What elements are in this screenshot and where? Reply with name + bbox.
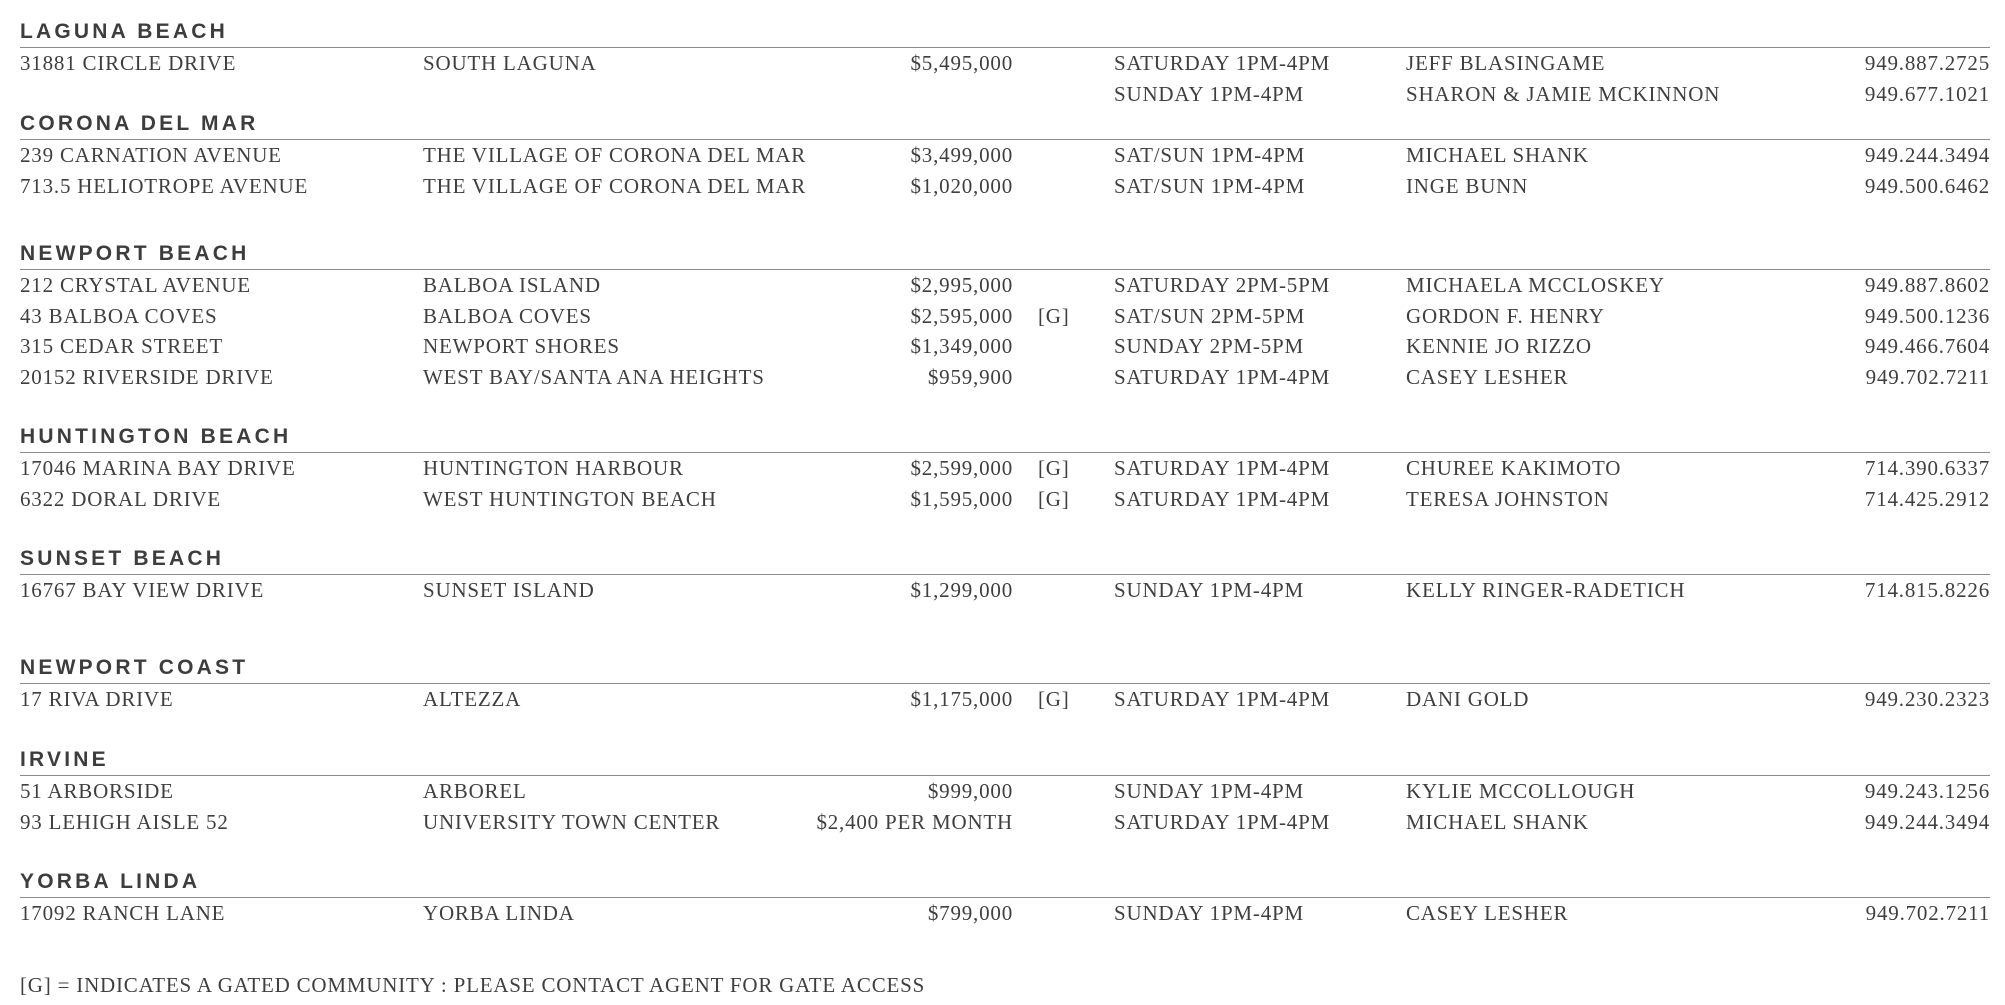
open-house-time: SAT/SUN 1PM-4PM xyxy=(1114,173,1306,198)
listing-address: 51 ARBORSIDE xyxy=(20,779,174,803)
agent-phone: 949.244.3494 xyxy=(1864,809,1990,834)
open-house-time: SATURDAY 2PM-5PM xyxy=(1114,273,1331,297)
listing-address: 31881 CIRCLE DRIVE xyxy=(20,51,237,75)
open-house-time: SATURDAY 1PM-4PM xyxy=(1114,456,1331,480)
agent-name: KELLY RINGER-RADETICH xyxy=(1406,578,1686,602)
listing-price: $1,595,000 xyxy=(910,486,1013,511)
open-house-time: SATURDAY 1PM-4PM xyxy=(1114,687,1331,711)
listing-price: $1,175,000 xyxy=(910,687,1013,711)
open-house-time: SUNDAY 1PM-4PM xyxy=(1114,81,1304,106)
listing-address: 713.5 HELIOTROPE AVENUE xyxy=(20,173,309,198)
open-house-time: SATURDAY 1PM-4PM xyxy=(1114,51,1331,75)
agent-phone: 714.390.6337 xyxy=(1864,456,1990,480)
agent-phone: 949.243.1256 xyxy=(1864,779,1990,803)
listing-price: $3,499,000 xyxy=(910,143,1013,167)
agent-name: CASEY LESHER xyxy=(1406,364,1569,389)
listing-price: $959,900 xyxy=(927,364,1013,389)
open-house-time: SUNDAY 1PM-4PM xyxy=(1114,578,1304,602)
open-house-time: SAT/SUN 2PM-5PM xyxy=(1114,303,1306,328)
listing-address: 239 CARNATION AVENUE xyxy=(20,143,282,167)
section-yorba-linda xyxy=(20,868,1990,929)
agent-name: DANI GOLD xyxy=(1406,687,1530,711)
listing-neighborhood: HUNTINGTON HARBOUR xyxy=(423,456,684,480)
listing-neighborhood: BALBOA COVES xyxy=(423,303,592,328)
listing-row xyxy=(20,270,1990,301)
section-laguna-beach xyxy=(20,18,1990,109)
agent-phone: 949.500.6462 xyxy=(1864,173,1990,198)
listing-neighborhood: BALBOA ISLAND xyxy=(423,273,601,297)
agent-phone: 714.815.8226 xyxy=(1864,578,1990,602)
listing-price: $2,599,000 xyxy=(910,456,1013,480)
agent-phone: 949.702.7211 xyxy=(1865,901,1990,925)
gated-indicator: [G] xyxy=(1038,303,1070,328)
section-sunset-beach xyxy=(20,545,1990,606)
open-house-time: SAT/SUN 1PM-4PM xyxy=(1114,143,1306,167)
agent-name: KYLIE MCCOLLOUGH xyxy=(1406,779,1636,803)
listing-address: 43 BALBOA COVES xyxy=(20,303,218,328)
open-house-time: SUNDAY 1PM-4PM xyxy=(1114,779,1304,803)
gated-community-footnote: [G] = INDICATES A GATED COMMUNITY : PLEASE CONTACT AGENT FOR GATE ACCESS xyxy=(20,973,926,997)
open-house-time: SATURDAY 1PM-4PM xyxy=(1114,364,1331,389)
listing-row xyxy=(20,171,1990,202)
open-house-time: SATURDAY 1PM-4PM xyxy=(1114,809,1331,834)
agent-name: MICHAEL SHANK xyxy=(1406,143,1589,167)
listing-neighborhood: SOUTH LAGUNA xyxy=(423,51,597,75)
open-house-time: SUNDAY 1PM-4PM xyxy=(1114,901,1304,925)
agent-name: SHARON & JAMIE MCKINNON xyxy=(1406,81,1721,106)
listing-address: 93 LEHIGH AISLE 52 xyxy=(20,809,229,834)
listing-row xyxy=(20,575,1990,606)
section-title: IRVINE xyxy=(20,748,109,771)
listing-price: $2,995,000 xyxy=(910,273,1013,297)
listing-address: 6322 DORAL DRIVE xyxy=(20,486,222,511)
listing-price: $5,495,000 xyxy=(910,51,1013,75)
agent-name: CASEY LESHER xyxy=(1406,901,1569,925)
listing-neighborhood: NEWPORT SHORES xyxy=(423,334,620,358)
listing-row xyxy=(20,453,1990,484)
section-newport-beach xyxy=(20,240,1990,392)
listing-row xyxy=(20,898,1990,929)
listing-neighborhood: SUNSET ISLAND xyxy=(423,578,595,602)
listing-row xyxy=(20,684,1990,715)
listing-address: 315 CEDAR STREET xyxy=(20,334,223,358)
open-house-time: SUNDAY 2PM-5PM xyxy=(1114,334,1304,358)
listing-address: 16767 BAY VIEW DRIVE xyxy=(20,578,265,602)
section-title: NEWPORT BEACH xyxy=(20,242,250,265)
listing-address: 20152 RIVERSIDE DRIVE xyxy=(20,364,274,389)
section-title: LAGUNA BEACH xyxy=(20,20,228,43)
agent-name: MICHAEL SHANK xyxy=(1406,809,1589,834)
listing-row xyxy=(20,807,1990,838)
listing-row xyxy=(20,140,1990,171)
listing-neighborhood: UNIVERSITY TOWN CENTER xyxy=(423,809,721,834)
agent-name: TERESA JOHNSTON xyxy=(1406,486,1610,511)
section-huntington-beach xyxy=(20,423,1990,514)
listing-address: 17092 RANCH LANE xyxy=(20,901,226,925)
section-title: NEWPORT COAST xyxy=(20,656,249,679)
listing-address: 212 CRYSTAL AVENUE xyxy=(20,273,251,297)
listing-row xyxy=(20,331,1990,362)
agent-phone: 949.887.8602 xyxy=(1864,273,1990,297)
section-corona-del-mar xyxy=(20,110,1990,201)
section-title: YORBA LINDA xyxy=(20,870,201,893)
agent-phone: 949.230.2323 xyxy=(1864,687,1990,711)
agent-name: JEFF BLASINGAME xyxy=(1406,51,1606,75)
listing-neighborhood: THE VILLAGE OF CORONA DEL MAR xyxy=(423,143,807,167)
agent-phone: 949.702.7211 xyxy=(1865,364,1990,389)
listing-row xyxy=(20,301,1990,332)
listing-neighborhood: YORBA LINDA xyxy=(423,901,575,925)
listing-address: 17 RIVA DRIVE xyxy=(20,687,174,711)
listing-row xyxy=(20,79,1990,110)
listing-neighborhood: ALTEZZA xyxy=(423,687,522,711)
listing-address: 17046 MARINA BAY DRIVE xyxy=(20,456,296,480)
section-title: HUNTINGTON BEACH xyxy=(20,425,292,448)
agent-name: CHUREE KAKIMOTO xyxy=(1406,456,1622,480)
listing-price: $999,000 xyxy=(927,779,1013,803)
gated-indicator: [G] xyxy=(1038,486,1070,511)
gated-indicator: [G] xyxy=(1038,456,1070,480)
agent-phone: 949.500.1236 xyxy=(1864,303,1990,328)
listing-price: $2,595,000 xyxy=(910,303,1013,328)
section-newport-coast xyxy=(20,654,1990,715)
listing-price: $1,299,000 xyxy=(910,578,1013,602)
agent-name: GORDON F. HENRY xyxy=(1406,303,1605,328)
listing-row xyxy=(20,48,1990,79)
listing-neighborhood: WEST BAY/SANTA ANA HEIGHTS xyxy=(423,364,765,389)
agent-phone: 949.887.2725 xyxy=(1864,51,1990,75)
section-title: SUNSET BEACH xyxy=(20,547,225,570)
agent-name: KENNIE JO RIZZO xyxy=(1406,334,1592,358)
agent-phone: 714.425.2912 xyxy=(1864,486,1990,511)
section-irvine xyxy=(20,746,1990,837)
listing-neighborhood: ARBOREL xyxy=(423,779,527,803)
agent-phone: 949.677.1021 xyxy=(1864,81,1990,106)
listing-price: $1,020,000 xyxy=(910,173,1013,198)
agent-phone: 949.466.7604 xyxy=(1864,334,1990,358)
listing-row xyxy=(20,484,1990,515)
listing-neighborhood: WEST HUNTINGTON BEACH xyxy=(423,486,717,511)
open-house-time: SATURDAY 1PM-4PM xyxy=(1114,486,1331,511)
agent-name: INGE BUNN xyxy=(1406,173,1529,198)
listing-row xyxy=(20,362,1990,393)
listing-neighborhood: THE VILLAGE OF CORONA DEL MAR xyxy=(423,173,807,198)
section-title: CORONA DEL MAR xyxy=(20,112,259,135)
listing-price: $799,000 xyxy=(927,901,1013,925)
listing-price: $1,349,000 xyxy=(910,334,1013,358)
listing-price: $2,400 PER MONTH xyxy=(816,809,1013,834)
gated-indicator: [G] xyxy=(1038,687,1070,711)
agent-name: MICHAELA MCCLOSKEY xyxy=(1406,273,1665,297)
agent-phone: 949.244.3494 xyxy=(1864,143,1990,167)
listing-row xyxy=(20,776,1990,807)
